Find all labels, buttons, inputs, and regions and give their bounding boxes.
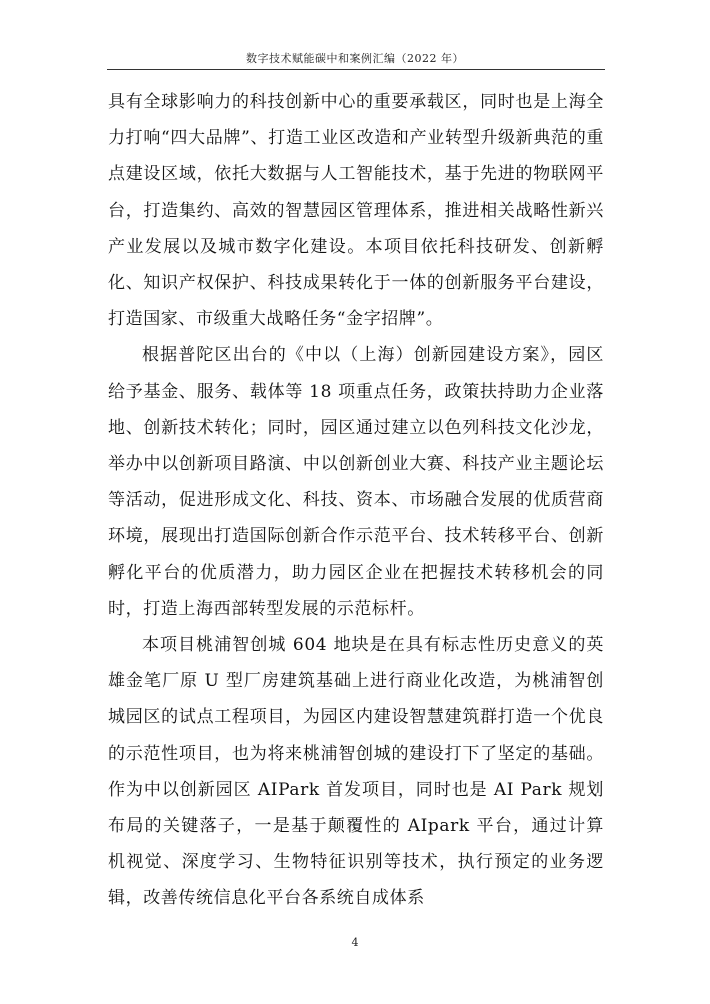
header-divider	[107, 69, 605, 70]
paragraph-2: 根据普陀区出台的《中以（上海）创新园建设方案》，园区给予基金、服务、载体等 18 项重点任务，政策扶持助力企业落地、创新技术转化；同时，园区通过建立以色列科技文化沙龙，举办中以创新项目路演、中以创新创业大赛、科技产业主题论坛等活动，促进形成文化、科技、资本、市场融合发展的优质营商环境，展现出打造国际创新合作示范平台、技术转移平台、创新孵化平台的优质潜力，助力园区企业在把握技术转移机会的同时，打造上海西部转型发展的示范标杆。	[108, 345, 604, 619]
body-text	[108, 84, 604, 917]
paragraph-3: 本项目桃浦智创城 604 地块是在具有标志性历史意义的英雄金笔厂原 U 型厂房建筑基础上进行商业化改造，为桃浦智创城园区的试点工程项目，为园区内建设智慧建筑群打造一个优良的示范性项目，也为将来桃浦智创城的建设打下了坚定的基础。作为中以创新园区 AIPark 首发项目，同时也是 AI Park 规划布局的关键落子，一是基于颠覆性的 AIpark 平台，通过计算机视觉、深度学习、生物特征识别等技术，执行预定的业务逻辑，改善传统信息化平台各系统自成体系	[108, 635, 604, 909]
paragraph-1: 具有全球影响力的科技创新中心的重要承载区，同时也是上海全力打响“四大品牌”、打造工业区改造和产业转型升级新典范的重点建设区域，依托大数据与人工智能技术，基于先进的物联网平台，打造集约、高效的智慧园区管理体系，推进相关战略性新兴产业发展以及城市数字化建设。本项目依托科技研发、创新孵化、知识产权保护、科技成果转化于一体的创新服务平台建设，打造国家、市级重大战略任务“金字招牌”。	[108, 92, 604, 330]
running-header: 数字技术赋能碳中和案例汇编（2022 年）	[246, 52, 464, 65]
page-number: 4	[351, 936, 359, 949]
